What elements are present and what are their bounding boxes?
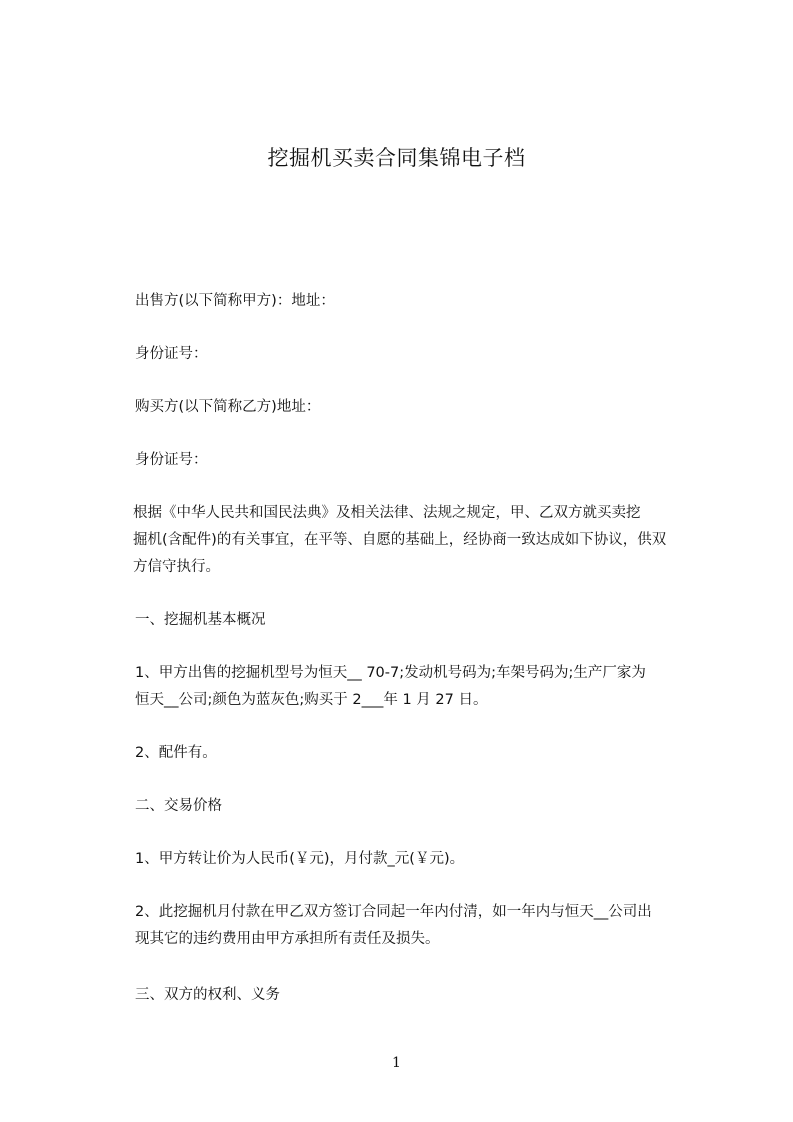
preamble-line: 方信守执行。 [133, 559, 220, 575]
section-3-heading: 三、双方的权利、义务 [135, 987, 280, 1003]
section-2-item-2 [135, 899, 710, 953]
seller-id-line: 身份证号： [135, 346, 208, 362]
section-1-heading: 一、挖掘机基本概况 [135, 612, 266, 628]
page-number: 1 [392, 1055, 401, 1071]
document-title: 挖掘机买卖合同集锦电子档 [267, 146, 526, 170]
buyer-line: 购买方(以下简称乙方)地址： [135, 399, 321, 415]
section-2-item-1: 1、甲方转让价为人民币(￥元)，月付款_元(￥元)。 [135, 851, 465, 867]
seller-line: 出售方(以下简称甲方)：地址： [135, 293, 335, 309]
section-1-item-1-line: 1、甲方出售的挖掘机型号为恒天__ 70-7;发动机号码为;车架号码为;生产厂家为 [135, 665, 646, 681]
section-2-item-2-line: 2、此挖掘机月付款在甲乙双方签订合同起一年内付清，如一年内与恒天__公司出 [135, 904, 652, 920]
preamble-paragraph [133, 500, 708, 581]
preamble-line: 根据《中华人民共和国民法典》及相关法律、法规之规定，甲、乙双方就买卖挖 [133, 505, 641, 521]
section-1-item-1 [135, 660, 710, 714]
section-2-heading: 二、交易价格 [135, 798, 222, 814]
buyer-id-line: 身份证号： [135, 452, 208, 468]
section-2-item-2-line: 现其它的违约费用由甲方承担所有责任及损失。 [135, 931, 440, 947]
preamble-line: 掘机(含配件)的有关事宜，在平等、自愿的基础上，经协商一致达成如下协议，供双 [133, 532, 667, 548]
section-1-item-1-line: 恒天__公司;颜色为蓝灰色;购买于 2___年 1 月 27 日。 [135, 692, 488, 708]
section-1-item-2: 2、配件有。 [135, 745, 217, 761]
